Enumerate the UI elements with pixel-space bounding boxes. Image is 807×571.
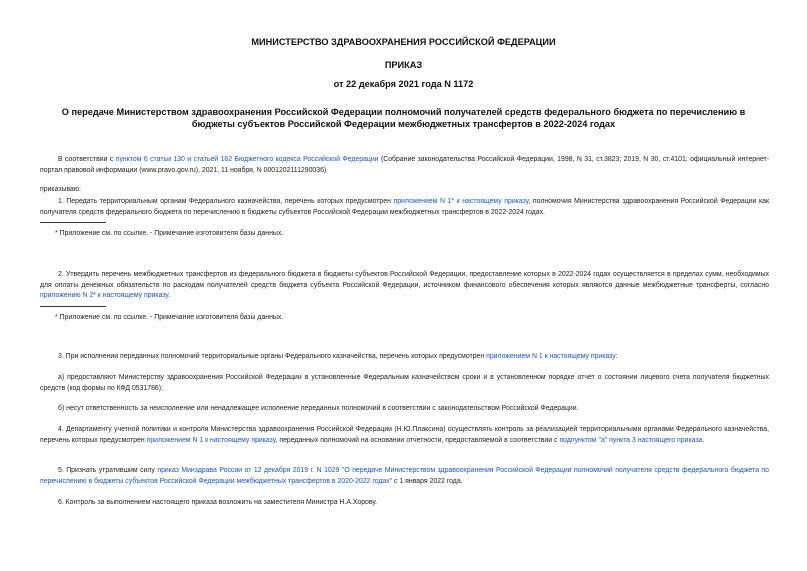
item-3-text-end: : [615,353,618,360]
item-4-text-start: 4. Департаменту учетной политики и контроля Министерства здравоохранения Российской Федерации (Н.Ю.Плаксина) осуществлять контроль за реализацией территориальными органами Федерального казначейства, перечень которых предусмотрен [40,426,769,444]
appendix-1-link[interactable]: приложением N 1* к настоящему приказу [393,198,529,205]
footnote-divider-1 [40,222,106,223]
item-6-paragraph: 6. Контроль за выполнением настоящего приказа возложить на заместителя Министра Н.А.Хорову. [58,499,378,506]
item-2-text-end: . [168,292,171,299]
budget-code-link[interactable]: пунктом 6 статьи 130 и статьей 162 Бюджетного кодекса Российской Федерации [115,156,379,163]
appendix-2-link[interactable]: приложению N 2* к настоящему приказу [40,292,169,299]
item-4-text-end: . [702,436,705,444]
order-word: приказываю: [40,186,81,193]
preamble-text-end: (Собрание законодательства Российской Федерации, 1998, N 31, ст.3823; 2019, N 30, ст.4101; официальный интернет-портал правовой информации (www.pravo.gov.ru), 2021, 11 ноября, N 0001202111290036) [40,156,769,174]
preamble-text-start: В соответствии с [58,156,116,163]
appendix-1-link-item-4[interactable]: приложением N 1 к настоящему приказу [146,436,276,444]
item-2-paragraph [40,270,769,302]
appendix-1-link-item-3[interactable]: приложением N 1 к настоящему приказу [486,353,616,360]
date-number-heading: от 22 декабря 2021 года N 1172 [333,79,474,89]
item-1-paragraph [40,197,769,218]
footnote-1: * Приложение см. по ссылке. - Примечание изготовителя базы данных. [55,230,284,237]
item-5-paragraph [40,466,769,487]
document-title: О передаче Министерством здравоохранения Российской Федерации полномочий получателей средств федерального бюджета по перечислению в бюджеты субъектов Российской Федерации межбюджетных трансфертов в 2022-2024 годах [61,107,746,129]
preamble-paragraph [40,155,769,176]
footnote-2: * Приложение см. по ссылке. - Примечание изготовителя базы данных. [55,314,284,321]
item-1-text-end: , полномочия Министерства здравоохранения Российской Федерации как получателя средств федерального бюджета по перечислению в бюджеты субъектов Российской Федерации межбюджетных трансфертов в 2022-2024 годах. [40,198,769,216]
item-4-paragraph [40,425,769,446]
subparagraph-a-link[interactable]: подпунктом "а" пункта 3 настоящего приказа [559,436,703,444]
doc-type-heading: ПРИКАЗ [384,60,423,70]
item-3a-paragraph: а) предоставляют Министерству здравоохранения Российской Федерации в установленные Федеральным казначейством сроки и в установленном порядке отчет о состоянии лицевого счета получателя бюджетных средств (код формы по КФД 0531786); [40,374,769,392]
repealed-order-link[interactable]: приказ Минздрава России от 12 декабря 2019 г. N 1029 "О передаче Министерством здравоохранения Российской Федерации полномочий получателя средств федерального бюджета по перечислению в бюджеты субъектов Российской Федерации межбюджетных трансфертов в 2020-2022 годах" [40,467,769,485]
footnote-divider-2 [40,306,106,307]
item-2-text-start: 2. Утвердить перечень межбюджетных трансфертов из федерального бюджета в бюджеты субъектов Российской Федерации, предоставление которых в 2022-2024 годах осуществляется в пределах сумм, необходимых для оплаты денежных обязательств по расходам получателей средств бюджета субъекта Российской Федерации, источником финансового обеспечения которых являются данные межбюджетные трансферты, согласно [40,271,769,289]
item-4-text-mid: , переданных полномочий на основании отчетности, предоставляемой в соответствии с [275,436,560,444]
item-3-paragraph [40,352,769,363]
item-3b-paragraph: б) несут ответственность за неисполнение или ненадлежащее исполнение переданных полномочий в соответствии с законодательством Российской Федерации. [58,405,579,412]
item-5-text-end: с 1 января 2022 года. [392,477,463,485]
item-5-text-start: 5. Признать утратившим силу [58,467,158,474]
ministry-heading: МИНИСТЕРСТВО ЗДРАВООХРАНЕНИЯ РОССИЙСКОЙ ФЕДЕРАЦИИ [251,37,556,47]
item-1-text-start: 1. Передать территориальным органам Федерального казначейства, перечень которых предусмотрен [58,198,394,205]
item-3-text-start: 3. При исполнении переданных полномочий территориальные органы Федерального казначейства, перечень которых предусмотрен [58,353,487,360]
